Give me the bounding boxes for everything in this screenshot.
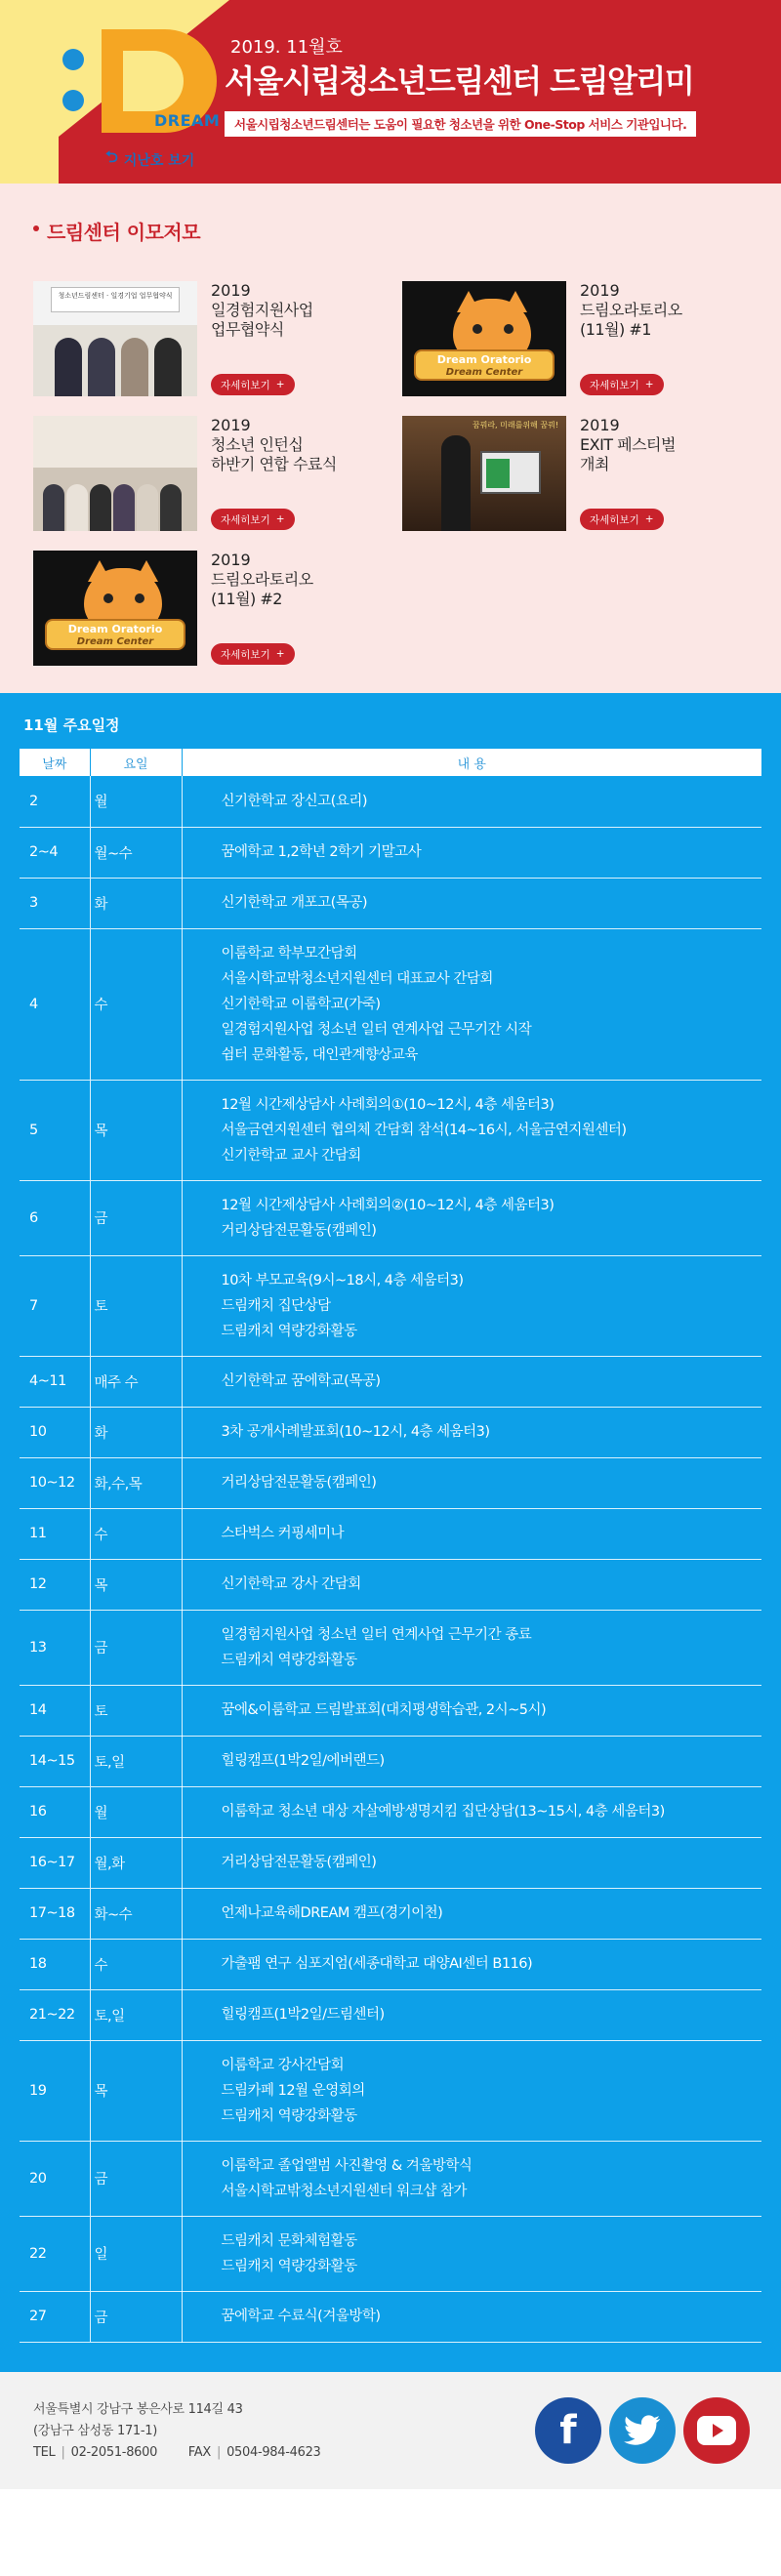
person-figure <box>66 484 88 531</box>
schedule-content <box>182 1685 761 1736</box>
schedule-event: 일경험지원사업 청소년 일터 연계사업 근무기간 시작 <box>221 1021 532 1038</box>
schedule-event: 10차 부모교육(9시~18시, 4층 세움터3) <box>221 1272 464 1288</box>
news-title: 청소년 인턴십 하반기 연합 수료식 <box>211 435 337 473</box>
schedule-event: 드림캐치 문화체험활동 <box>221 2232 357 2249</box>
plus-icon: + <box>275 648 285 660</box>
schedule-day: 화~수 <box>90 1888 182 1939</box>
news-item-text <box>211 551 313 609</box>
news-heading <box>33 217 748 245</box>
facebook-glyph: f <box>559 2407 577 2453</box>
band-line-1: Dream Oratorio <box>67 623 163 635</box>
schedule-event: 쉼터 문화활동, 대인관계향상교육 <box>221 1046 418 1063</box>
footer-contact: TEL | 02-2051-8600 FAX | 0504-984-4623 <box>33 2444 321 2460</box>
news-heading-label: 드림센터 이모저모 <box>47 221 201 244</box>
schedule-day: 목 <box>90 2040 182 2141</box>
schedule-date: 19 <box>20 2040 90 2141</box>
schedule-content <box>182 1610 761 1685</box>
schedule-header-row <box>20 749 761 776</box>
tel-number: 02-2051-8600 <box>70 2444 158 2460</box>
schedule-row <box>20 1685 761 1736</box>
schedule-date: 16~17 <box>20 1837 90 1888</box>
schedule-content <box>182 1888 761 1939</box>
cat-eye <box>103 593 113 603</box>
tel-label: TEL <box>33 2444 56 2460</box>
news-year: 2019 <box>580 281 620 300</box>
youtube-play-icon <box>697 2416 736 2445</box>
schedule-section <box>0 693 781 2372</box>
schedule-day: 화 <box>90 1407 182 1457</box>
back-issue-link[interactable] <box>105 146 194 173</box>
schedule-date: 17~18 <box>20 1888 90 1939</box>
news-title: 일경험지원사업 업무협약식 <box>211 301 313 339</box>
schedule-event: 드림카페 12월 운영회의 <box>221 2082 365 2099</box>
band-line-1: Dream Oratorio <box>436 353 532 366</box>
schedule-event: 이룸학교 강사간담회 <box>221 2057 345 2073</box>
schedule-event: 거리상담전문활동(캠페인) <box>221 1475 377 1491</box>
schedule-day: 월 <box>90 1786 182 1837</box>
header-day: 요일 <box>90 749 182 776</box>
person-figure <box>137 484 158 531</box>
schedule-event: 이룸학교 학부모간담회 <box>221 945 357 961</box>
exit-sign <box>480 451 541 494</box>
news-item-text <box>580 416 676 474</box>
bullet-icon <box>33 225 39 231</box>
performer-figure <box>441 435 471 531</box>
internship-ceremony-photo[interactable] <box>33 416 197 531</box>
news-title: EXIT 페스티벌 개최 <box>580 435 676 473</box>
schedule-event: 가출팸 연구 심포지엄(세종대학교 대양AI센터 B116) <box>221 1956 533 1972</box>
schedule-content <box>182 1508 761 1559</box>
news-section <box>0 184 781 693</box>
schedule-day: 월 <box>90 776 182 827</box>
schedule-event: 드림캐치 역량강화활동 <box>221 2258 357 2274</box>
more-button-label: 자세히보기 <box>590 379 639 391</box>
more-button[interactable] <box>211 509 295 530</box>
news-item-text <box>580 281 682 340</box>
schedule-content <box>182 1559 761 1610</box>
schedule-date: 13 <box>20 1610 90 1685</box>
schedule-row <box>20 1837 761 1888</box>
schedule-day: 토 <box>90 1685 182 1736</box>
schedule-date: 20 <box>20 2141 90 2216</box>
schedule-content <box>182 1736 761 1786</box>
schedule-row <box>20 2141 761 2216</box>
news-item <box>33 551 394 668</box>
more-button-label: 자세히보기 <box>590 513 639 526</box>
twitter-bird-icon <box>624 2415 661 2446</box>
schedule-row <box>20 827 761 878</box>
schedule-date: 2~4 <box>20 827 90 878</box>
schedule-day: 매주 수 <box>90 1356 182 1407</box>
schedule-event: 서울금연지원센터 협의체 간담회 참석(14~16시, 서울금연지원센터) <box>221 1122 627 1138</box>
schedule-row <box>20 1610 761 1685</box>
facebook-icon[interactable] <box>535 2397 601 2464</box>
schedule-event: 언제나교육해DREAM 캠프(경기이천) <box>221 1905 443 1921</box>
schedule-content <box>182 1457 761 1508</box>
page-title: 서울시립청소년드림센터 드림알리미 <box>225 62 694 100</box>
footer-info <box>33 2399 321 2464</box>
schedule-event: 꿈에학교 1,2학년 2학기 기말고사 <box>221 844 422 860</box>
schedule-event: 꿈에&이룸학교 드림발표회(대치평생학습관, 2시~5시) <box>221 1702 547 1718</box>
schedule-event: 12월 시간제상담사 사례회의①(10~12시, 4층 세움터3) <box>221 1096 555 1113</box>
header <box>0 0 781 184</box>
schedule-content <box>182 928 761 1080</box>
schedule-day: 토 <box>90 1255 182 1356</box>
schedule-content <box>182 776 761 827</box>
schedule-date: 5 <box>20 1080 90 1180</box>
oratorio-label-band <box>45 619 185 650</box>
cat-eye <box>504 324 514 334</box>
schedule-row <box>20 1356 761 1407</box>
schedule-date: 4 <box>20 928 90 1080</box>
schedule-row <box>20 2216 761 2291</box>
schedule-event: 서울시학교밖청소년지원센터 워크샵 참가 <box>221 2183 467 2199</box>
schedule-row <box>20 1407 761 1457</box>
schedule-event: 거리상담전문활동(캠페인) <box>221 1222 377 1239</box>
schedule-row <box>20 2291 761 2342</box>
schedule-row <box>20 1736 761 1786</box>
news-item <box>402 416 763 533</box>
news-year: 2019 <box>211 281 251 300</box>
news-year: 2019 <box>211 416 251 434</box>
twitter-icon[interactable] <box>609 2397 676 2464</box>
schedule-content <box>182 2141 761 2216</box>
schedule-date: 27 <box>20 2291 90 2342</box>
more-button[interactable] <box>211 374 295 395</box>
schedule-day: 화 <box>90 878 182 928</box>
plus-icon: + <box>644 379 654 390</box>
schedule-event: 이룸학교 청소년 대상 자살예방생명지킴 집단상담(13~15시, 4층 세움터3) <box>221 1804 665 1820</box>
schedule-event: 드림캐치 역량강화활동 <box>221 1652 357 1668</box>
dream-oratorio-cat-image[interactable] <box>33 551 197 666</box>
schedule-title: 11월 주요일정 <box>23 716 120 734</box>
mou-ceremony-photo[interactable] <box>33 281 197 396</box>
more-button-label: 자세히보기 <box>221 513 270 526</box>
person-figure <box>154 338 182 396</box>
schedule-date: 4~11 <box>20 1356 90 1407</box>
schedule-content <box>182 1356 761 1407</box>
schedule-event: 드림캐치 집단상담 <box>221 1297 331 1314</box>
more-button[interactable] <box>580 374 664 395</box>
schedule-row <box>20 878 761 928</box>
schedule-event: 일경험지원사업 청소년 일터 연계사업 근무기간 종료 <box>221 1626 532 1643</box>
logo-colon-dot-top <box>62 49 84 70</box>
schedule-date: 14~15 <box>20 1736 90 1786</box>
schedule-day: 금 <box>90 2291 182 2342</box>
cat-eye <box>135 593 144 603</box>
schedule-content <box>182 2291 761 2342</box>
schedule-row <box>20 776 761 827</box>
person-figure <box>121 338 148 396</box>
schedule-row <box>20 1786 761 1837</box>
schedule-event: 12월 시간제상담사 사례회의②(10~12시, 4층 세움터3) <box>221 1197 555 1213</box>
schedule-date: 10 <box>20 1407 90 1457</box>
photo-banner: 청소년드림센터 · 일경기업 업무협약식 <box>51 287 180 312</box>
schedule-row <box>20 1888 761 1939</box>
dream-oratorio-cat-image[interactable] <box>402 281 566 396</box>
schedule-event: 드림캐치 역량강화활동 <box>221 1323 357 1339</box>
schedule-content <box>182 1255 761 1356</box>
schedule-event: 힐링캠프(1박2일/드림센터) <box>221 2007 385 2023</box>
schedule-event: 드림캐치 역량강화활동 <box>221 2107 357 2124</box>
schedule-content <box>182 827 761 878</box>
schedule-event: 서울시학교밖청소년지원센터 대표교사 간담회 <box>221 970 493 987</box>
schedule-content <box>182 878 761 928</box>
schedule-day: 금 <box>90 2141 182 2216</box>
issue-date: 2019. 11월호 <box>230 37 343 58</box>
schedule-row <box>20 1457 761 1508</box>
logo-dream-text: DREAM <box>154 111 221 130</box>
photo-caption: 꿈꿔라, 미래를위해 꿈꿔! <box>472 421 558 429</box>
news-item <box>33 281 394 398</box>
schedule-day: 토,일 <box>90 1736 182 1786</box>
logo-colon-dot-bottom <box>62 90 84 111</box>
schedule-day: 토,일 <box>90 1989 182 2040</box>
schedule-content <box>182 1989 761 2040</box>
schedule-event: 꿈에학교 수료식(겨울방학) <box>221 2309 381 2324</box>
header-date: 날짜 <box>20 749 90 776</box>
schedule-row <box>20 1939 761 1989</box>
person-figure <box>113 484 135 531</box>
schedule-date: 21~22 <box>20 1989 90 2040</box>
schedule-event: 거리상담전문활동(캠페인) <box>221 1855 377 1870</box>
schedule-day: 목 <box>90 1559 182 1610</box>
oratorio-label-band <box>414 349 555 381</box>
band-line-2: Dream Center <box>76 636 154 647</box>
footer <box>0 2372 781 2489</box>
schedule-date: 12 <box>20 1559 90 1610</box>
schedule-event: 신기한학교 이룸학교(가죽) <box>221 996 381 1012</box>
schedule-date: 14 <box>20 1685 90 1736</box>
schedule-event: 신기한학교 강사 간담회 <box>221 1576 361 1592</box>
person-figure <box>160 484 182 531</box>
schedule-content <box>182 1180 761 1255</box>
schedule-row <box>20 1180 761 1255</box>
fax-number: 0504-984-4623 <box>226 2444 321 2460</box>
schedule-date: 10~12 <box>20 1457 90 1508</box>
schedule-day: 목 <box>90 1080 182 1180</box>
news-item <box>402 281 763 398</box>
schedule-date: 18 <box>20 1939 90 1989</box>
schedule-content <box>182 1407 761 1457</box>
schedule-content <box>182 1786 761 1837</box>
more-button-label: 자세히보기 <box>221 379 270 391</box>
fax-label: FAX <box>187 2444 211 2460</box>
schedule-row <box>20 1989 761 2040</box>
footer-address: 서울특별시 강남구 봉은사로 114길 43 <box>33 2401 243 2417</box>
schedule-date: 6 <box>20 1180 90 1255</box>
schedule-event: 신기한학교 장신고(요리) <box>221 793 367 809</box>
schedule-content <box>182 1939 761 1989</box>
news-year: 2019 <box>211 551 251 569</box>
news-title: 드림오라토리오 (11월) #1 <box>580 301 682 339</box>
plus-icon: + <box>275 513 285 525</box>
schedule-event: 신기한학교 꿈에학교(목공) <box>221 1373 381 1389</box>
news-year: 2019 <box>580 416 620 434</box>
schedule-day: 수 <box>90 1939 182 1989</box>
schedule-event: 신기한학교 개포고(목공) <box>221 895 367 911</box>
schedule-content <box>182 1080 761 1180</box>
schedule-date: 7 <box>20 1255 90 1356</box>
schedule-date: 22 <box>20 2216 90 2291</box>
more-button[interactable] <box>211 643 295 665</box>
schedule-body <box>20 776 761 2342</box>
schedule-event: 신기한학교 교사 간담회 <box>221 1147 361 1164</box>
schedule-day: 월,화 <box>90 1837 182 1888</box>
plus-icon: + <box>644 513 654 525</box>
schedule-event: 힐링캠프(1박2일/에버랜드) <box>221 1753 385 1769</box>
schedule-date: 3 <box>20 878 90 928</box>
schedule-content <box>182 2216 761 2291</box>
schedule-day: 수 <box>90 1508 182 1559</box>
schedule-event: 3차 공개사례발표회(10~12시, 4층 세움터3) <box>221 1424 490 1440</box>
schedule-row <box>20 1080 761 1180</box>
schedule-event: 스타벅스 커핑세미나 <box>221 1526 345 1541</box>
person-figure <box>88 338 115 396</box>
more-button-label: 자세히보기 <box>221 648 270 661</box>
cat-eye <box>473 324 482 334</box>
schedule-content <box>182 2040 761 2141</box>
schedule-day: 월~수 <box>90 827 182 878</box>
schedule-row <box>20 1255 761 1356</box>
schedule-row <box>20 928 761 1080</box>
schedule-date: 2 <box>20 776 90 827</box>
schedule-day: 금 <box>90 1180 182 1255</box>
schedule-day: 금 <box>90 1610 182 1685</box>
band-line-2: Dream Center <box>445 367 523 378</box>
exit-festival-photo[interactable] <box>402 416 566 531</box>
dream-logo[interactable] <box>59 27 221 144</box>
person-figure <box>43 484 64 531</box>
return-arrow-icon: ⮌ <box>105 147 118 166</box>
schedule-content <box>182 1837 761 1888</box>
schedule-day: 수 <box>90 928 182 1080</box>
schedule-event: 이룸학교 졸업앨범 사진촬영 & 겨울방학식 <box>221 2157 473 2174</box>
schedule-row <box>20 1559 761 1610</box>
person-figure <box>90 484 111 531</box>
header-content: 내 용 <box>182 749 761 776</box>
schedule-row <box>20 2040 761 2141</box>
exit-sign-green <box>486 459 510 488</box>
schedule-date: 16 <box>20 1786 90 1837</box>
schedule-day: 화,수,목 <box>90 1457 182 1508</box>
plus-icon: + <box>275 379 285 390</box>
logo-d-counter <box>123 51 184 111</box>
schedule-table <box>20 749 761 2343</box>
header-subtitle: 서울시립청소년드림센터는 도움이 필요한 청소년을 위한 One-Stop 서비스 기관입니다. <box>225 111 696 137</box>
schedule-date: 11 <box>20 1508 90 1559</box>
footer-address-old: (강남구 삼성동 171-1) <box>33 2423 158 2438</box>
back-issue-label: 지난호 보기 <box>123 152 195 169</box>
person-figure <box>55 338 82 396</box>
youtube-icon[interactable] <box>683 2397 750 2464</box>
news-item-text <box>211 416 337 474</box>
schedule-day: 일 <box>90 2216 182 2291</box>
news-item-text <box>211 281 313 340</box>
more-button[interactable] <box>580 509 664 530</box>
news-item <box>33 416 394 533</box>
schedule-row <box>20 1508 761 1559</box>
news-title: 드림오라토리오 (11월) #2 <box>211 570 313 608</box>
